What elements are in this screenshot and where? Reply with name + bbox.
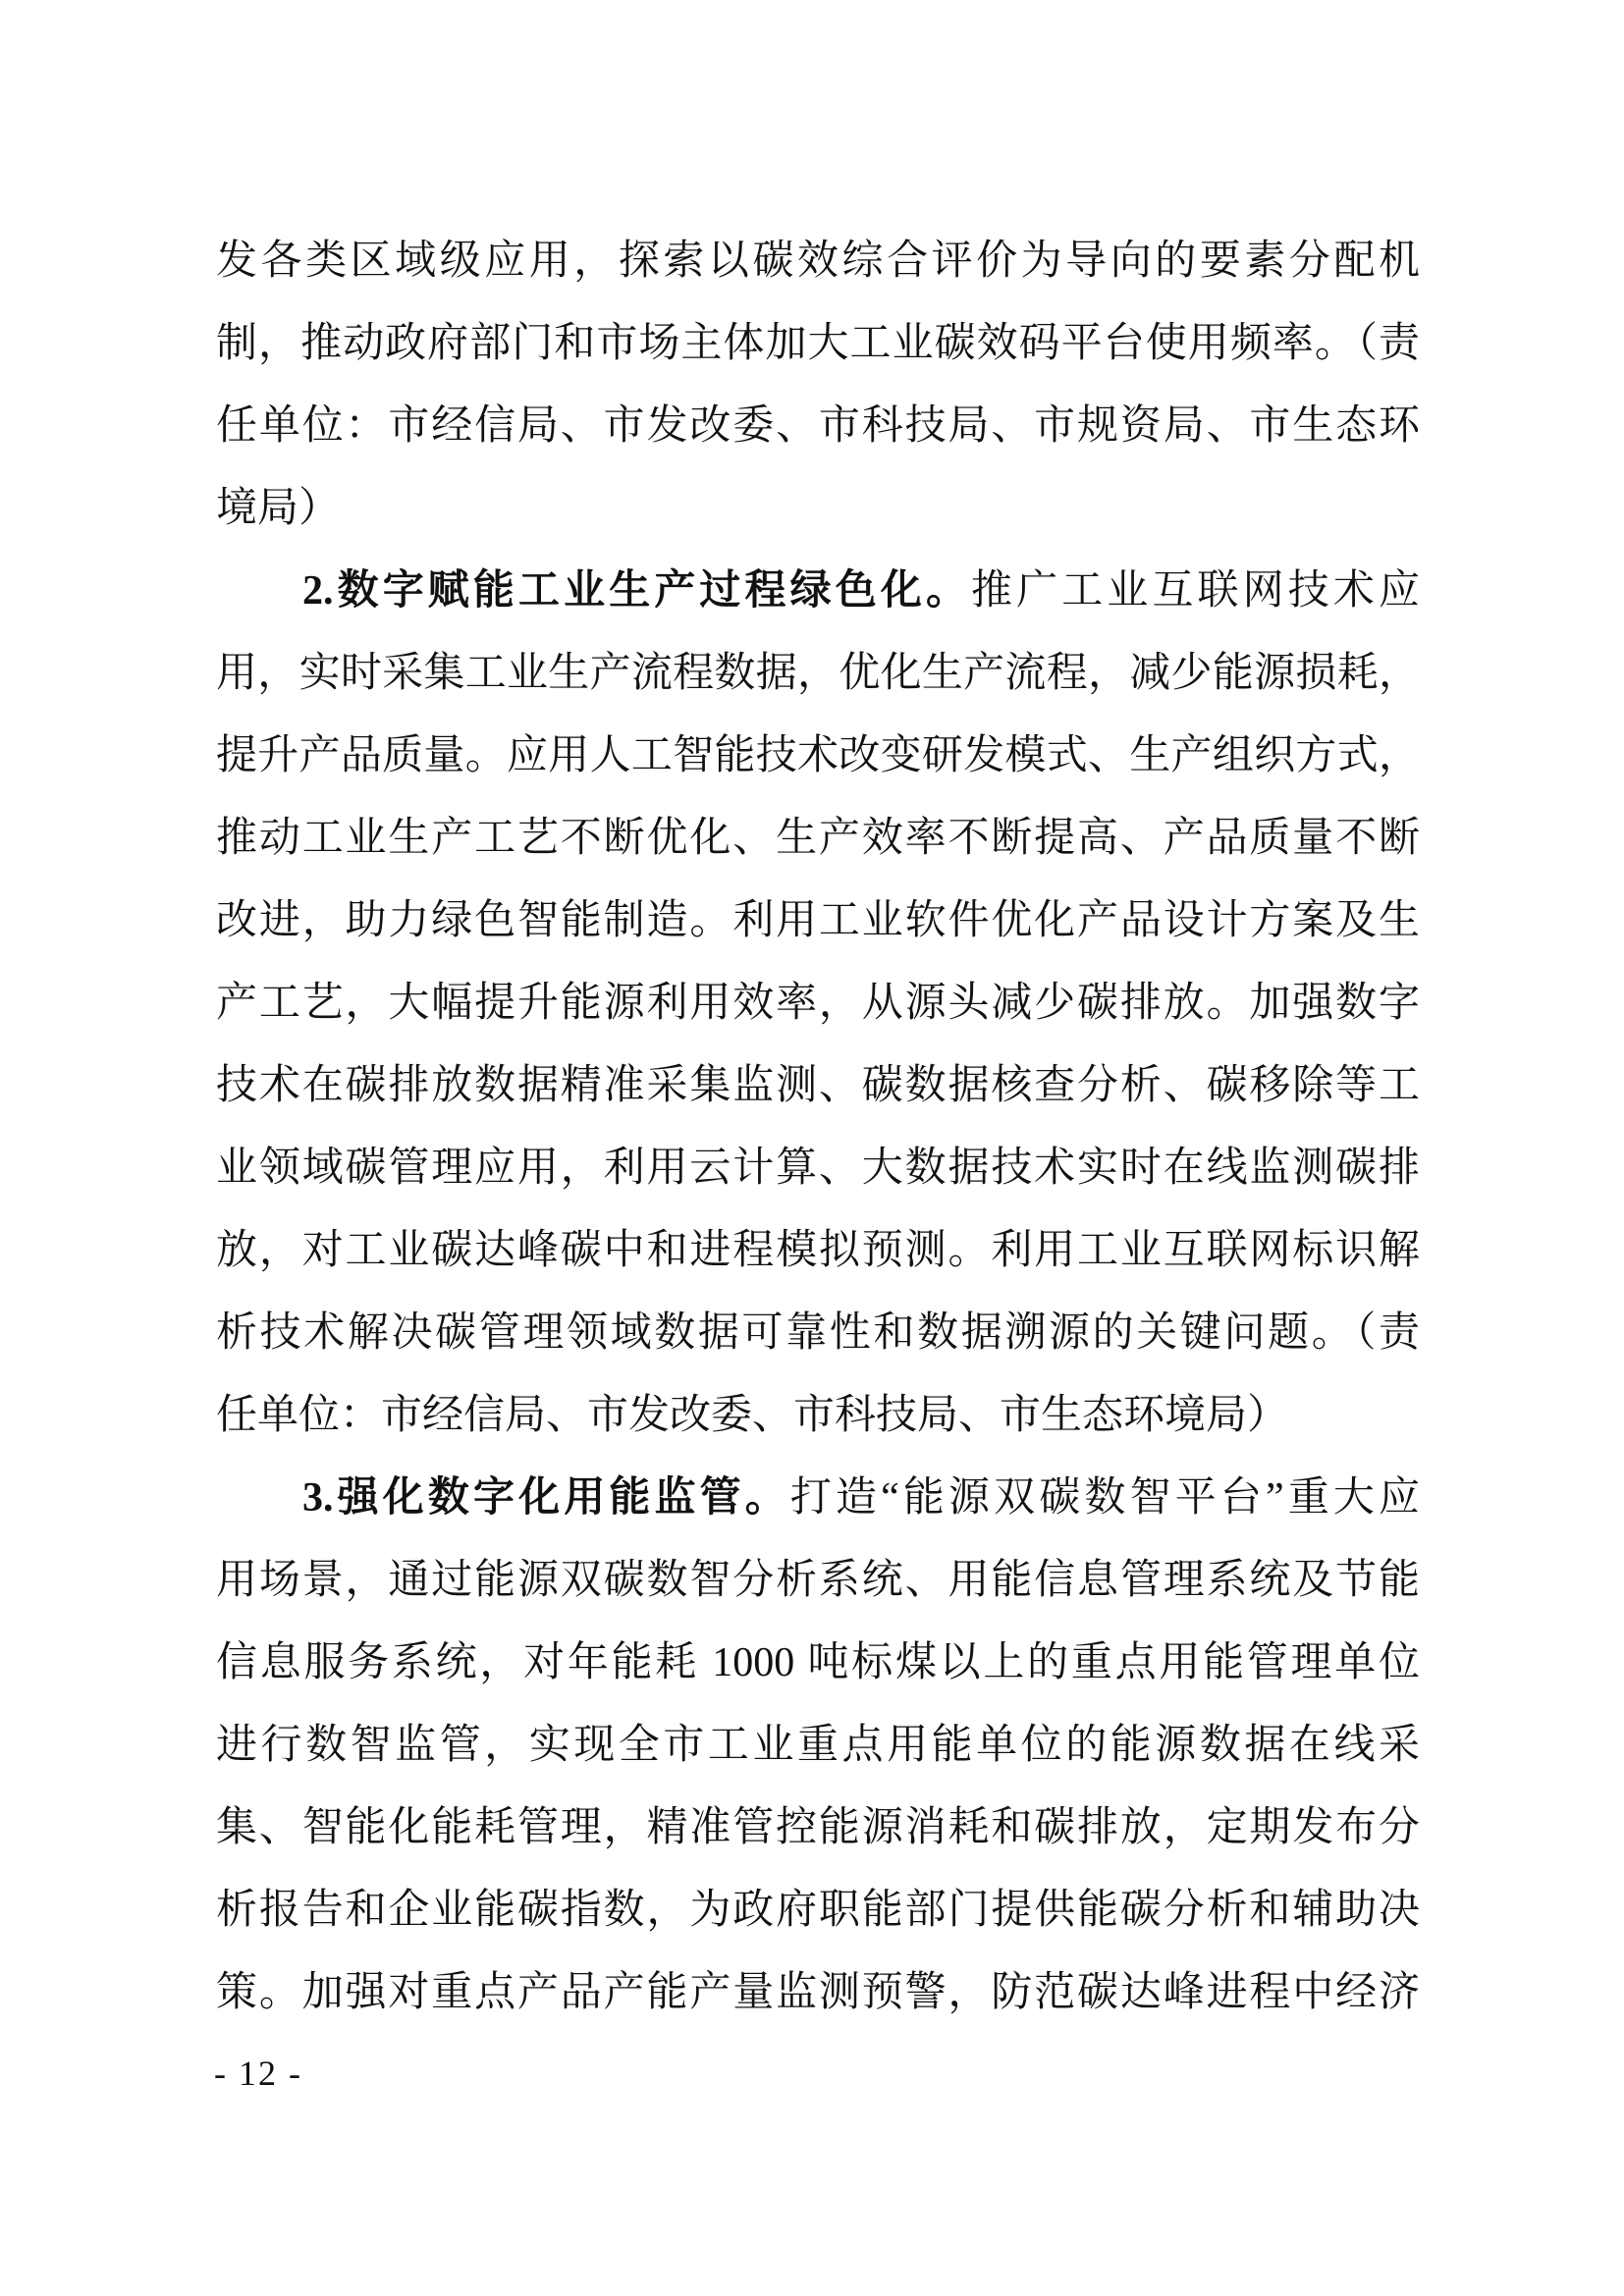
text-line: 集、智能化能耗管理，精准管控能源消耗和碳排放，定期发布分 (216, 1805, 1420, 1850)
text-line: 改进，助力绿色智能制造。利用工业软件优化产品设计方案及生 (216, 898, 1420, 943)
text-line: 提升产品质量。应用人工智能技术改变研发模式、生产组织方式， (216, 733, 1420, 778)
text-line: 进行数智监管，实现全市工业重点用能单位的能源数据在线采 (216, 1723, 1420, 1768)
paragraph-end-line: 境局） (216, 486, 341, 531)
text-line: 制，推动政府部门和市场主体加大工业碳效码平台使用频率。（责 (216, 321, 1420, 366)
paragraph-end-line: 任单位：市经信局、市发改委、市科技局、市生态环境局） (216, 1393, 1289, 1438)
text-line: 产工艺，大幅提升能源利用效率，从源头减少碳排放。加强数字 (216, 981, 1420, 1026)
section-3-heading: 3.强化数字化用能监管。 (302, 1475, 790, 1521)
text-line: 析技术解决碳管理领域数据可靠性和数据溯源的关键问题。（责 (216, 1310, 1420, 1356)
text-line-section-3 (216, 1457, 1420, 1539)
document-body (216, 220, 1420, 2034)
section-2-body-start: 推广工业互联网技术应 (971, 568, 1420, 614)
text-line: 放，对工业碳达峰碳中和进程模拟预测。利用工业互联网标识解 (216, 1228, 1420, 1273)
text-line: 用场景，通过能源双碳数智分析系统、用能信息管理系统及节能 (216, 1558, 1420, 1603)
text-line: 业领域碳管理应用，利用云计算、大数据技术实时在线监测碳排 (216, 1146, 1420, 1191)
text-line: 用，实时采集工业生产流程数据，优化生产流程，减少能源损耗， (216, 651, 1420, 696)
page-number: - 12 - (214, 2054, 302, 2093)
text-line: 策。加强对重点产品产能产量监测预警，防范碳达峰进程中经济 (216, 1970, 1420, 2015)
text-line: 析报告和企业能碳指数，为政府职能部门提供能碳分析和辅助决 (216, 1888, 1420, 1933)
text-line: 技术在碳排放数据精准采集监测、碳数据核查分析、碳移除等工 (216, 1063, 1420, 1108)
text-line: 任单位：市经信局、市发改委、市科技局、市规资局、市生态环 (216, 403, 1420, 449)
text-line: 信息服务系统，对年能耗 1000 吨标煤以上的重点用能管理单位 (216, 1640, 1420, 1685)
section-3-body-start: 打造“能源双碳数智平台”重大应 (789, 1475, 1420, 1521)
text-line: 推动工业生产工艺不断优化、生产效率不断提高、产品质量不断 (216, 816, 1420, 861)
section-2-heading: 2.数字赋能工业生产过程绿色化。 (302, 568, 972, 614)
text-line: 发各类区域级应用，探索以碳效综合评价为导向的要素分配机 (216, 239, 1420, 284)
text-line-section-2 (216, 550, 1420, 632)
